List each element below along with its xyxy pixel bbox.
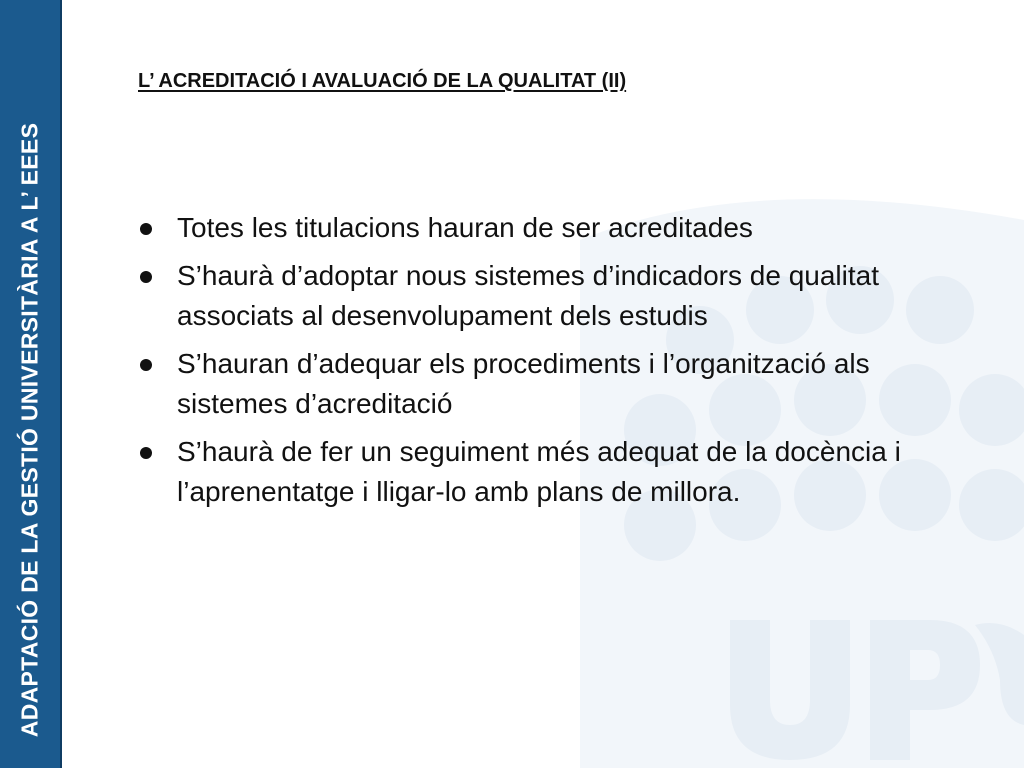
slide-title: L’ ACREDITACIÓ I AVALUACIÓ DE LA QUALITAT (II) <box>138 70 627 92</box>
bullet-text: S’haurà d’adoptar nous sistemes d’indicadors de qualitat associats al desenvolupament dels estudis <box>177 260 879 331</box>
bullet-text: S’hauran d’adequar els procediments i l’organització als sistemes d’acreditació <box>177 348 870 419</box>
bullet-item <box>140 256 920 336</box>
bullet-item <box>140 344 920 424</box>
side-band <box>0 0 62 768</box>
bullet-text: S’haurà de fer un seguiment més adequat de la docència i l’aprenentatge i lligar-lo amb plans de millora. <box>177 436 901 507</box>
bullet-list <box>140 208 920 520</box>
bullet-dot-icon <box>140 223 152 235</box>
bullet-text: Totes les titulacions hauran de ser acreditades <box>177 212 753 243</box>
side-label: ADAPTACIÓ DE LA GESTIÓ UNIVERSITÀRIA A L’ EEES <box>16 122 43 738</box>
bullet-item <box>140 208 920 248</box>
bullet-dot-icon <box>140 271 152 283</box>
bullet-item <box>140 432 920 512</box>
bullet-dot-icon <box>140 359 152 371</box>
bullet-dot-icon <box>140 447 152 459</box>
